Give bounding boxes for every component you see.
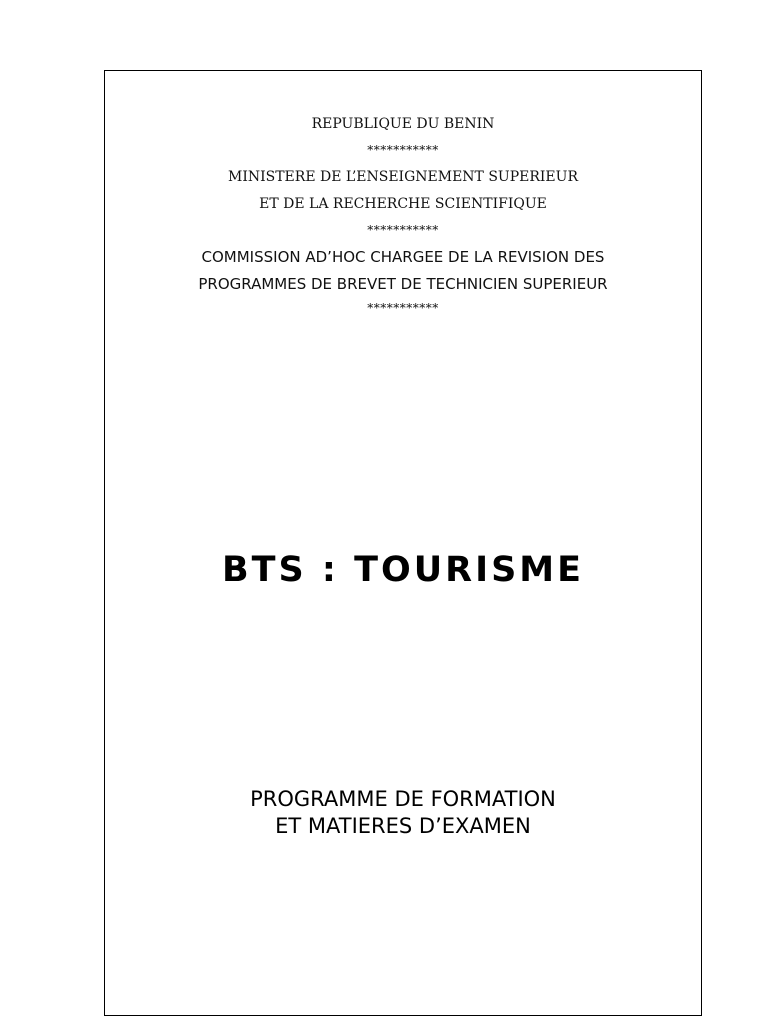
- ministry-heading-line-2: ET DE LA RECHERCHE SCIENTIFIQUE: [259, 196, 547, 212]
- separator-stars: ***********: [367, 223, 439, 237]
- commission-heading-line-1: COMMISSION AD’HOC CHARGEE DE LA REVISION DES: [201, 248, 605, 266]
- separator-stars: ***********: [367, 143, 439, 157]
- separator-stars: ***********: [367, 301, 439, 315]
- document-subtitle-line-2: ET MATIERES D’EXAMEN: [275, 814, 531, 838]
- document-title: BTS : TOURISME: [221, 550, 585, 590]
- ministry-heading-line-1: MINISTERE DE L’ENSEIGNEMENT SUPERIEUR: [227, 169, 578, 185]
- republic-heading: REPUBLIQUE DU BENIN: [311, 116, 495, 132]
- commission-heading-line-2: PROGRAMMES DE BREVET DE TECHNICIEN SUPERIEUR: [198, 275, 608, 293]
- document-subtitle-line-1: PROGRAMME DE FORMATION: [250, 787, 556, 811]
